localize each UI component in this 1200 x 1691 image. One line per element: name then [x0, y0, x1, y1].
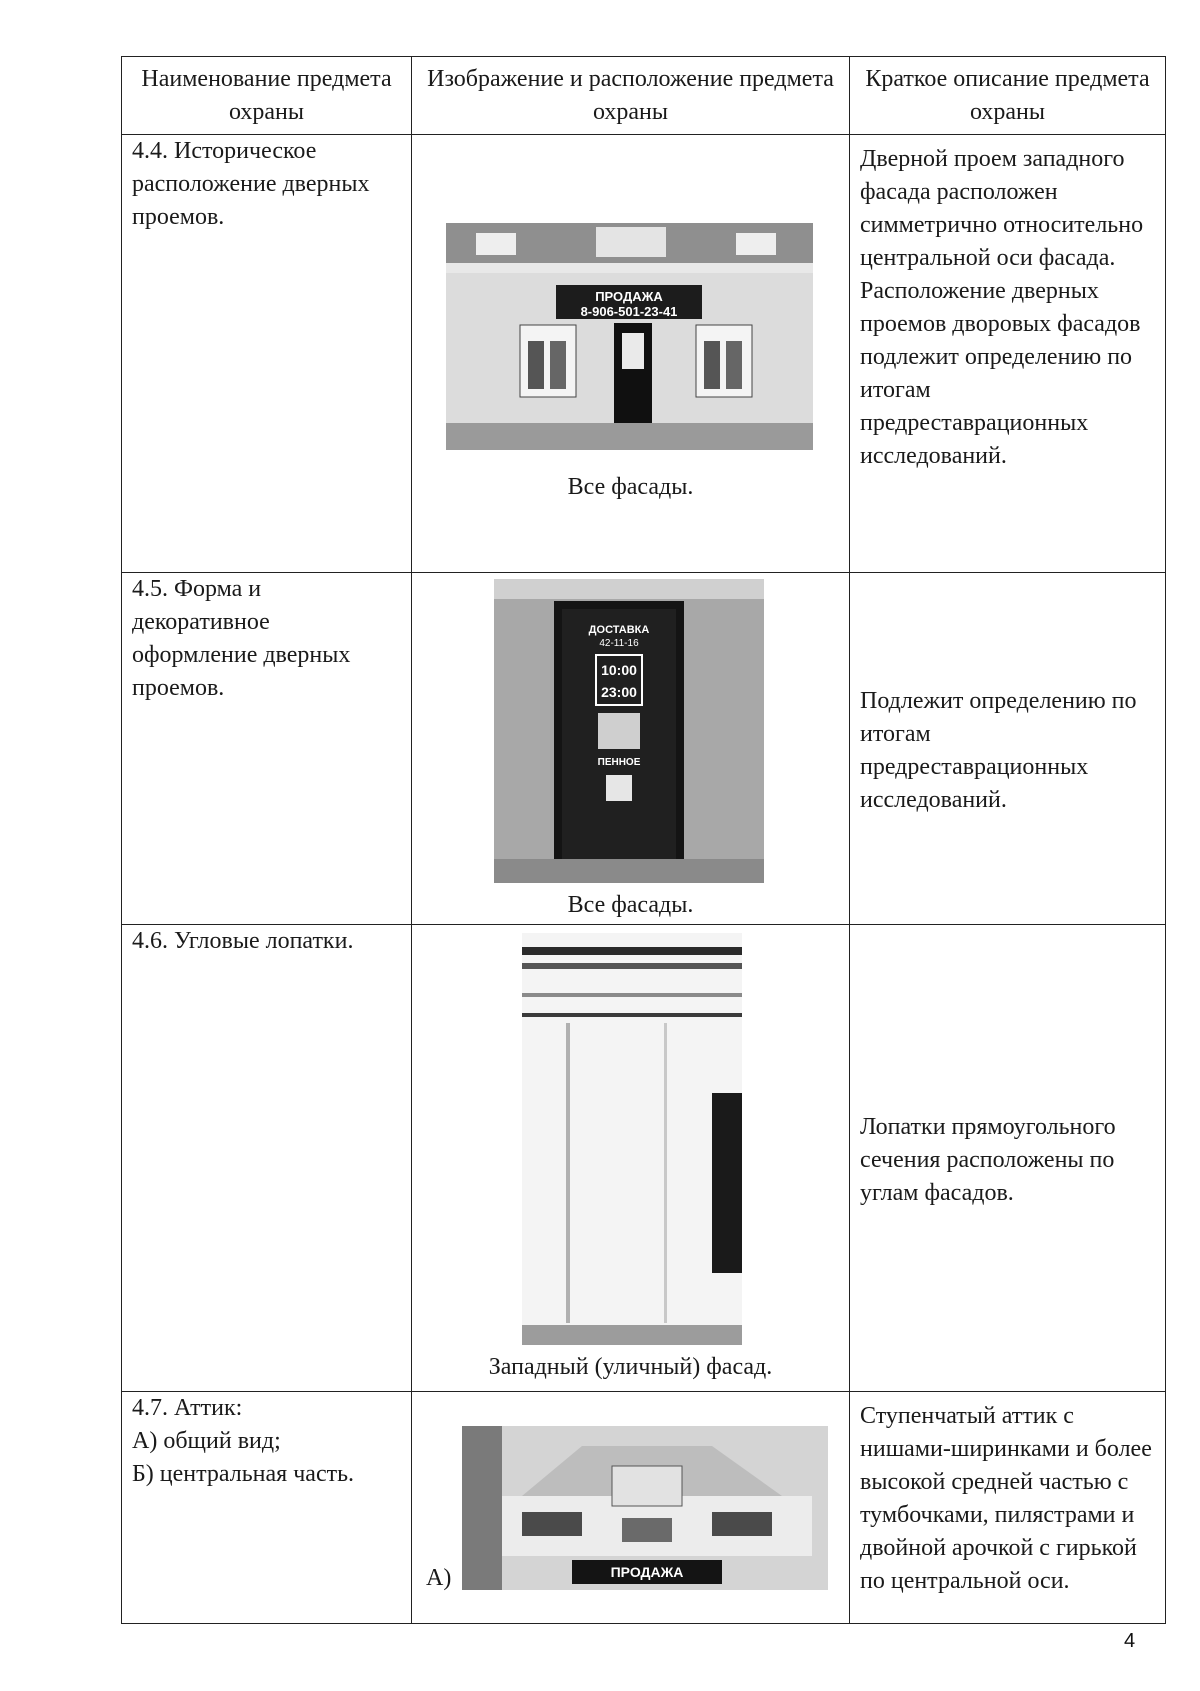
row-image-cell [412, 573, 850, 925]
header-description: Краткое описание предмета охраны [850, 57, 1166, 135]
image-caption: Все фасады. [567, 892, 694, 918]
row-image-cell [412, 1392, 850, 1624]
table-row [122, 1392, 1166, 1624]
pilaster-photo [522, 933, 742, 1345]
photo-time-close: 23:00 [601, 684, 637, 700]
photo-phone-text: 8-906-501-23-41 [580, 304, 678, 319]
attic-item-b: Б) центральная часть. [132, 1461, 355, 1487]
table-row [122, 135, 1166, 573]
header-image: Изображение и расположение предмета охраны [412, 57, 850, 135]
image-marker: А) [426, 1565, 452, 1591]
image-caption: Все фасады. [567, 474, 694, 500]
row-name [122, 1392, 412, 1624]
row-image-cell [412, 925, 850, 1392]
table-row [122, 573, 1166, 925]
photo-sign-text: ПРОДАЖА [595, 289, 663, 304]
protection-table [121, 56, 1166, 1624]
description-text: Дверной проем западного фасада расположен симметрично относительно центральной оси фасада. [860, 146, 1144, 271]
row-description [850, 135, 1166, 573]
photo-delivery-phone: 42-11-16 [599, 638, 639, 649]
row-image-cell [412, 135, 850, 573]
page-number: 4 [1124, 1630, 1136, 1652]
attic-title: 4.7. Аттик: [132, 1395, 243, 1421]
row-name: 4.5. Форма и декоративное оформление дверных проемов. [122, 573, 412, 925]
table-row [122, 925, 1166, 1392]
header-name: Наименование предмета охраны [122, 57, 412, 135]
image-caption: Западный (уличный) фасад. [488, 1354, 773, 1380]
row-name: 4.4. Историческое расположение дверных проемов. [122, 135, 412, 573]
photo-label-text: ПЕННОЕ [597, 757, 641, 768]
facade-photo [446, 223, 813, 450]
row-description: Лопатки прямоугольного сечения расположены по углам фасадов. [850, 925, 1166, 1392]
photo-delivery-text: ДОСТАВКА [588, 624, 650, 636]
row-description: Подлежит определению по итогам предреставрационных исследований. [850, 573, 1166, 925]
photo-sign-text: ПРОДАЖА [610, 1564, 684, 1580]
description-text-2: Расположение дверных проемов дворовых фасадов подлежит определению по итогам предреставрационных исследований. [860, 278, 1141, 469]
attic-item-a: А) общий вид; [132, 1428, 281, 1454]
doorway-photo [494, 579, 764, 883]
attic-photo [462, 1426, 828, 1590]
photo-time-open: 10:00 [601, 662, 637, 678]
row-description: Ступенчатый аттик с нишами-ширинками и более высокой средней частью с тумбочками, пилястрами и двойной арочкой с гирькой по центральной оси. [850, 1392, 1166, 1624]
row-name: 4.6. Угловые лопатки. [122, 925, 412, 1392]
